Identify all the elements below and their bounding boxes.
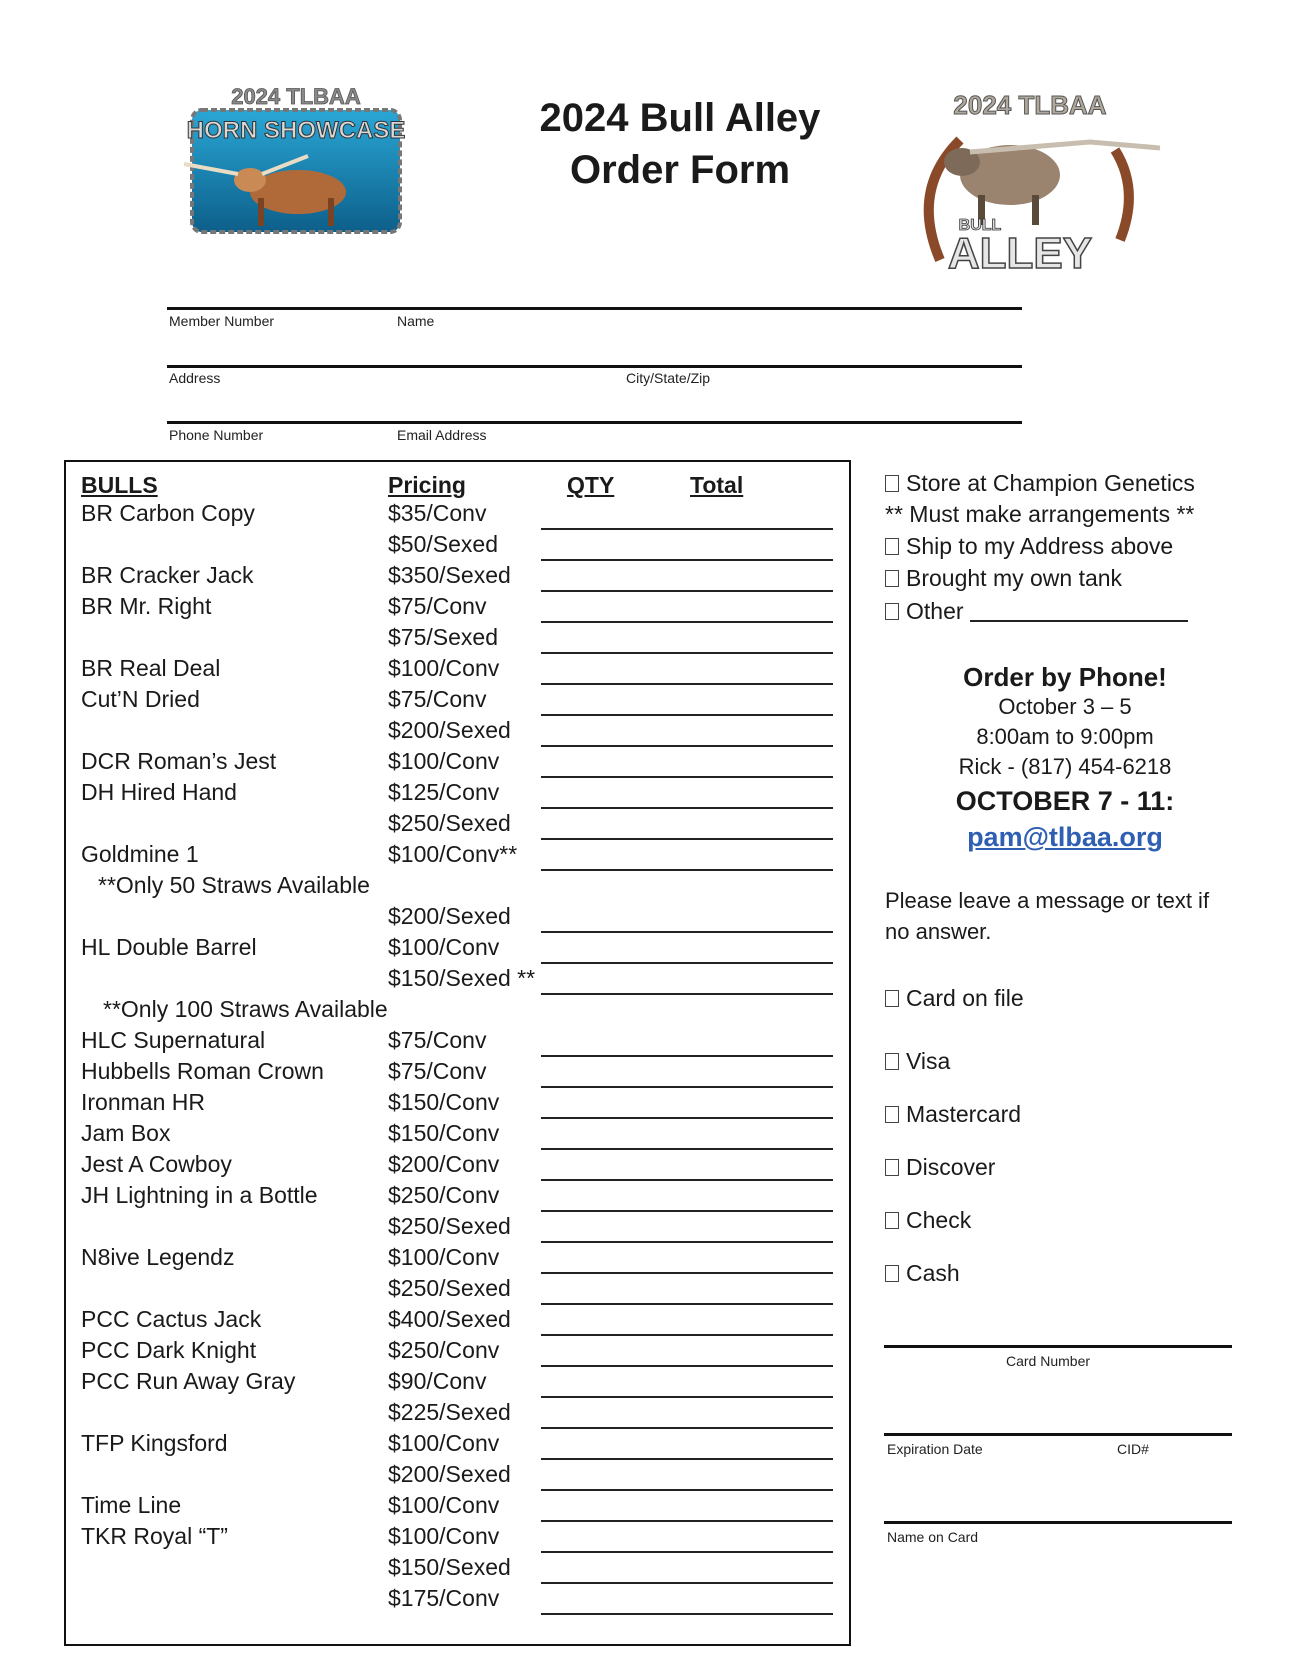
bull-name: JH Lightning in a Bottle (81, 1182, 318, 1208)
table-note-row (81, 872, 836, 903)
table-row (81, 1399, 836, 1430)
payment-option-label: Discover (906, 1154, 996, 1180)
table-row (81, 1368, 836, 1399)
table-row (81, 1337, 836, 1368)
table-row (81, 1027, 836, 1058)
bull-price: $75/Conv (388, 1027, 487, 1053)
option-store-label: Store at Champion Genetics (906, 470, 1195, 496)
qty-total-entry-line[interactable] (541, 1303, 833, 1305)
qty-total-entry-line[interactable] (541, 1365, 833, 1367)
bull-price: $100/Conv** (388, 841, 518, 867)
option-ship-label: Ship to my Address above (906, 533, 1174, 559)
option-store[interactable] (885, 470, 1195, 497)
qty-total-entry-line[interactable] (541, 1055, 833, 1057)
logo-right-line2: BULL (958, 217, 1002, 234)
total-header: Total (690, 472, 744, 498)
table-row (81, 1461, 836, 1492)
bull-name: Ironman HR (81, 1089, 205, 1115)
qty-total-entry-line[interactable] (541, 1551, 833, 1553)
bull-price: $200/Conv (388, 1151, 500, 1177)
qty-total-entry-line[interactable] (541, 1520, 833, 1522)
bull-name: DH Hired Hand (81, 779, 237, 805)
payment-option-label: Check (906, 1207, 972, 1233)
bull-name: BR Cracker Jack (81, 562, 254, 588)
table-row (81, 1089, 836, 1120)
qty-total-entry-line[interactable] (541, 559, 833, 561)
bull-name: Jest A Cowboy (81, 1151, 232, 1177)
email-address-label: Email Address (397, 427, 487, 443)
table-note-row (81, 996, 836, 1027)
cid-label: CID# (1117, 1441, 1149, 1457)
card-number-rule (884, 1345, 1232, 1348)
table-row (81, 1306, 836, 1337)
city-state-zip-label: City/State/Zip (626, 370, 711, 386)
bull-price: $200/Sexed (388, 903, 511, 929)
payment-option-label: Cash (906, 1260, 960, 1286)
bull-price: $150/Conv (388, 1089, 500, 1115)
qty-total-entry-line[interactable] (541, 776, 833, 778)
option-other[interactable] (885, 598, 1188, 625)
bull-name: PCC Cactus Jack (81, 1306, 262, 1332)
qty-total-entry-line[interactable] (541, 869, 833, 871)
checkbox-icon[interactable] (885, 1159, 899, 1176)
bull-price: $150/Sexed (388, 1554, 511, 1580)
qty-total-entry-line[interactable] (541, 1272, 833, 1274)
bull-price: $400/Sexed (388, 1306, 511, 1332)
qty-total-entry-line[interactable] (541, 962, 833, 964)
option-own-tank-label: Brought my own tank (906, 565, 1123, 591)
table-row (81, 1151, 836, 1182)
logo-left-line2: HORN SHOWCASE (186, 117, 406, 144)
bull-price: $100/Conv (388, 655, 500, 681)
bull-name: DCR Roman’s Jest (81, 748, 277, 774)
checkbox-icon[interactable] (885, 1106, 899, 1123)
bull-price: $250/Conv (388, 1337, 500, 1363)
checkbox-icon[interactable] (885, 990, 899, 1007)
table-row (81, 1213, 836, 1244)
member-number-label: Member Number (169, 313, 275, 329)
bull-price: $35/Conv (388, 500, 487, 526)
address-label: Address (169, 370, 221, 386)
payment-option[interactable] (885, 1101, 1021, 1128)
checkbox-icon[interactable] (885, 1212, 899, 1229)
qty-total-entry-line[interactable] (541, 714, 833, 716)
checkbox-icon[interactable] (885, 570, 899, 587)
table-row (81, 624, 836, 655)
bull-price: $100/Conv (388, 1244, 500, 1270)
option-other-label: Other (906, 598, 964, 624)
checkbox-icon[interactable] (885, 1053, 899, 1070)
qty-total-entry-line[interactable] (541, 590, 833, 592)
table-row (81, 1275, 836, 1306)
bull-price: $200/Sexed (388, 717, 511, 743)
bull-name: Hubbells Roman Crown (81, 1058, 324, 1084)
table-row (81, 810, 836, 841)
bull-price: $75/Conv (388, 1058, 487, 1084)
bull-name: PCC Dark Knight (81, 1337, 257, 1363)
bull-price: $50/Sexed (388, 531, 498, 557)
member-rule-2 (167, 365, 1022, 368)
expiration-rule (884, 1433, 1232, 1436)
logo-right-line1: 2024 TLBAA (953, 90, 1107, 120)
bull-price: $75/Sexed (388, 624, 498, 650)
bull-alley-logo (900, 80, 1170, 280)
other-input-line[interactable] (970, 620, 1188, 622)
table-row (81, 1182, 836, 1213)
table-row (81, 1554, 836, 1585)
table-row (81, 841, 836, 872)
bull-name: Goldmine 1 (81, 841, 199, 867)
table-row (81, 593, 836, 624)
qty-total-entry-line[interactable] (541, 1582, 833, 1584)
order-hours: 8:00am to 9:00pm (976, 724, 1154, 749)
name-on-card-label: Name on Card (887, 1529, 979, 1545)
table-row (81, 1058, 836, 1089)
option-own-tank[interactable] (885, 565, 1122, 592)
availability-note: **Only 50 Straws Available (98, 872, 370, 898)
horn-showcase-logo (178, 80, 414, 240)
bull-price: $200/Sexed (388, 1461, 511, 1487)
bull-name: HL Double Barrel (81, 934, 257, 960)
bull-price: $100/Conv (388, 1430, 500, 1456)
qty-total-entry-line[interactable] (541, 1427, 833, 1429)
qty-total-entry-line[interactable] (541, 1334, 833, 1336)
checkbox-icon[interactable] (885, 603, 899, 620)
table-row (81, 500, 836, 531)
bull-price: $125/Conv (388, 779, 500, 805)
table-row (81, 1120, 836, 1151)
order-email-link[interactable]: pam@tlbaa.org (967, 822, 1163, 852)
table-row (81, 903, 836, 934)
bull-name: BR Carbon Copy (81, 500, 255, 526)
qty-total-entry-line[interactable] (541, 1148, 833, 1150)
qty-total-entry-line[interactable] (541, 1489, 833, 1491)
table-row (81, 748, 836, 779)
card-number-label: Card Number (1006, 1353, 1091, 1369)
table-row (81, 934, 836, 965)
bull-price: $100/Conv (388, 934, 500, 960)
title-line-1: 2024 Bull Alley (539, 96, 821, 140)
qty-total-entry-line[interactable] (541, 807, 833, 809)
bull-name: TFP Kingsford (81, 1430, 228, 1456)
bull-price: $250/Sexed (388, 1275, 511, 1301)
qty-total-entry-line[interactable] (541, 1458, 833, 1460)
qty-total-entry-line[interactable] (541, 1210, 833, 1212)
bull-price: $150/Sexed ** (388, 965, 536, 991)
bull-name: PCC Run Away Gray (81, 1368, 296, 1394)
checkbox-icon[interactable] (885, 475, 899, 492)
bull-price: $90/Conv (388, 1368, 487, 1394)
bull-name: Cut’N Dried (81, 686, 200, 712)
qty-header: QTY (567, 472, 615, 498)
bull-name: N8ive Legendz (81, 1244, 235, 1270)
qty-total-entry-line[interactable] (541, 1241, 833, 1243)
logo-right-line3: ALLEY (947, 229, 1093, 278)
page-title (480, 92, 880, 196)
bull-price: $150/Conv (388, 1120, 500, 1146)
table-row (81, 1430, 836, 1461)
bull-price: $100/Conv (388, 1523, 500, 1549)
message-note: Please leave a message or text if no answer. (885, 888, 1210, 944)
order-by-phone-title: Order by Phone! (963, 662, 1167, 692)
table-row (81, 1523, 836, 1554)
table-row (81, 779, 836, 810)
table-row (81, 717, 836, 748)
table-row (81, 1585, 836, 1616)
bull-price: $75/Conv (388, 593, 487, 619)
name-label: Name (397, 313, 435, 329)
qty-total-entry-line[interactable] (541, 528, 833, 530)
option-ship[interactable] (885, 533, 1173, 560)
name-on-card-rule (884, 1521, 1232, 1524)
bull-price: $100/Conv (388, 1492, 500, 1518)
payment-option[interactable] (885, 1048, 950, 1075)
qty-total-entry-line[interactable] (541, 1086, 833, 1088)
order-dates: October 3 – 5 (998, 694, 1132, 719)
member-rule-3 (167, 421, 1022, 424)
bull-name: Time Line (81, 1492, 182, 1518)
table-row (81, 1244, 836, 1275)
payment-option-label: Card on file (906, 985, 1024, 1011)
email-order-dates: OCTOBER 7 - 11: (955, 786, 1175, 816)
qty-total-entry-line[interactable] (541, 1117, 833, 1119)
qty-total-entry-line[interactable] (541, 931, 833, 933)
bull-name: BR Mr. Right (81, 593, 212, 619)
table-row (81, 655, 836, 686)
payment-option[interactable] (885, 1154, 995, 1181)
table-row (81, 1492, 836, 1523)
title-line-2: Order Form (569, 148, 791, 192)
bull-name: TKR Royal “T” (81, 1523, 228, 1549)
payment-option[interactable] (885, 985, 1024, 1012)
qty-total-entry-line[interactable] (541, 652, 833, 654)
qty-total-entry-line[interactable] (541, 838, 833, 840)
qty-total-entry-line[interactable] (541, 1396, 833, 1398)
bull-price: $250/Conv (388, 1182, 500, 1208)
bulls-header: BULLS (81, 472, 158, 498)
table-row (81, 562, 836, 593)
bull-price: $225/Sexed (388, 1399, 511, 1425)
qty-total-entry-line[interactable] (541, 993, 833, 995)
logo-left-line1: 2024 TLBAA (231, 84, 361, 109)
table-row (81, 965, 836, 996)
payment-option-label: Mastercard (906, 1101, 1022, 1127)
bull-price: $250/Sexed (388, 810, 511, 836)
expiration-date-label: Expiration Date (887, 1441, 983, 1457)
qty-total-entry-line[interactable] (541, 1179, 833, 1181)
table-row (81, 531, 836, 562)
bull-name: BR Real Deal (81, 655, 221, 681)
pricing-header: Pricing (388, 472, 466, 498)
qty-total-entry-line[interactable] (541, 745, 833, 747)
arrangements-note: ** Must make arrangements ** (885, 501, 1195, 527)
checkbox-icon[interactable] (885, 538, 899, 555)
bull-price: $250/Sexed (388, 1213, 511, 1239)
payment-option-label: Visa (906, 1048, 951, 1074)
member-top-rule (167, 307, 1022, 310)
qty-total-entry-line[interactable] (541, 683, 833, 685)
payment-option[interactable] (885, 1260, 960, 1287)
order-contact: Rick - (817) 454-6218 (958, 754, 1172, 779)
availability-note: **Only 100 Straws Available (103, 996, 388, 1022)
bull-price: $100/Conv (388, 748, 500, 774)
bull-price: $75/Conv (388, 686, 487, 712)
bull-name: HLC Supernatural (81, 1027, 266, 1053)
bull-name: Jam Box (81, 1120, 171, 1146)
table-row (81, 686, 836, 717)
phone-number-label: Phone Number (169, 427, 264, 443)
bull-price: $175/Conv (388, 1585, 500, 1611)
qty-total-entry-line[interactable] (541, 1613, 833, 1615)
payment-option[interactable] (885, 1207, 971, 1234)
qty-total-entry-line[interactable] (541, 621, 833, 623)
checkbox-icon[interactable] (885, 1265, 899, 1282)
bull-price: $350/Sexed (388, 562, 511, 588)
